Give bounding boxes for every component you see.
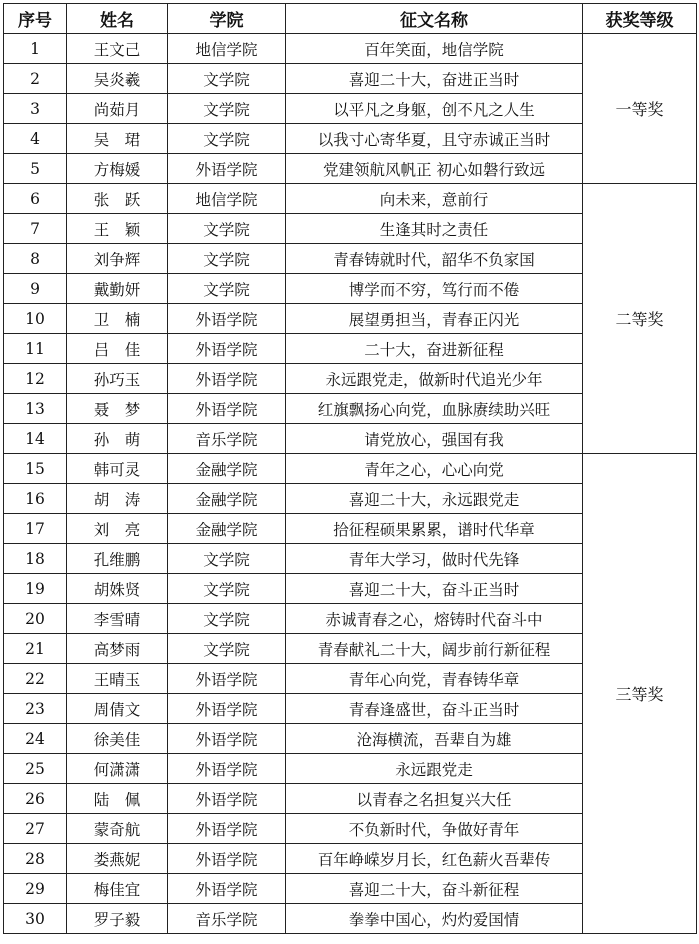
cell-college: 地信学院 <box>168 34 286 64</box>
cell-no: 19 <box>4 574 67 604</box>
cell-no: 10 <box>4 304 67 334</box>
cell-college: 文学院 <box>168 634 286 664</box>
cell-no: 1 <box>4 34 67 64</box>
cell-no: 15 <box>4 454 67 484</box>
cell-name: 娄燕妮 <box>67 844 168 874</box>
cell-name: 何潇潇 <box>67 754 168 784</box>
cell-title: 百年峥嵘岁月长，红色薪火吾辈传 <box>286 844 583 874</box>
cell-college: 金融学院 <box>168 454 286 484</box>
cell-no: 4 <box>4 124 67 154</box>
cell-college: 外语学院 <box>168 154 286 184</box>
cell-no: 22 <box>4 664 67 694</box>
cell-no: 9 <box>4 274 67 304</box>
cell-title: 赤诚青春之心，熔铸时代奋斗中 <box>286 604 583 634</box>
cell-no: 3 <box>4 94 67 124</box>
cell-name: 王 颖 <box>67 214 168 244</box>
cell-no: 7 <box>4 214 67 244</box>
cell-award: 二等奖 <box>583 184 697 454</box>
cell-college: 文学院 <box>168 244 286 274</box>
cell-title: 青春献礼二十大，阔步前行新征程 <box>286 634 583 664</box>
cell-no: 29 <box>4 874 67 904</box>
cell-name: 陆 佩 <box>67 784 168 814</box>
cell-college: 外语学院 <box>168 724 286 754</box>
cell-name: 吴 珺 <box>67 124 168 154</box>
cell-title: 喜迎二十大，奋斗正当时 <box>286 574 583 604</box>
cell-college: 文学院 <box>168 64 286 94</box>
cell-no: 30 <box>4 904 67 934</box>
cell-college: 外语学院 <box>168 334 286 364</box>
cell-title: 二十大，奋进新征程 <box>286 334 583 364</box>
cell-title: 喜迎二十大，永远跟党走 <box>286 484 583 514</box>
table-body <box>4 34 697 934</box>
cell-name: 徐美佳 <box>67 724 168 754</box>
header-name: 姓名 <box>67 4 168 34</box>
cell-award: 一等奖 <box>583 34 697 184</box>
cell-no: 6 <box>4 184 67 214</box>
cell-name: 聂 梦 <box>67 394 168 424</box>
cell-title: 永远跟党走，做新时代追光少年 <box>286 364 583 394</box>
cell-title: 拾征程硕果累累，谱时代华章 <box>286 514 583 544</box>
cell-name: 李雪晴 <box>67 604 168 634</box>
cell-college: 金融学院 <box>168 484 286 514</box>
cell-no: 17 <box>4 514 67 544</box>
cell-name: 胡姝贤 <box>67 574 168 604</box>
cell-title: 百年笑面，地信学院 <box>286 34 583 64</box>
table-row <box>4 184 697 214</box>
cell-title: 永远跟党走 <box>286 754 583 784</box>
cell-college: 外语学院 <box>168 364 286 394</box>
cell-no: 27 <box>4 814 67 844</box>
header-row <box>4 4 697 34</box>
cell-name: 孔维鹏 <box>67 544 168 574</box>
cell-name: 戴勤妍 <box>67 274 168 304</box>
header-title: 征文名称 <box>286 4 583 34</box>
cell-title: 青年心向党，青春铸华章 <box>286 664 583 694</box>
cell-no: 8 <box>4 244 67 274</box>
cell-college: 文学院 <box>168 124 286 154</box>
cell-title: 不负新时代，争做好青年 <box>286 814 583 844</box>
cell-name: 刘 亮 <box>67 514 168 544</box>
cell-title: 以平凡之身躯，创不凡之人生 <box>286 94 583 124</box>
cell-college: 文学院 <box>168 604 286 634</box>
cell-name: 吴炎羲 <box>67 64 168 94</box>
cell-no: 16 <box>4 484 67 514</box>
cell-title: 青春铸就时代，韶华不负家国 <box>286 244 583 274</box>
cell-name: 刘争辉 <box>67 244 168 274</box>
cell-no: 23 <box>4 694 67 724</box>
cell-no: 2 <box>4 64 67 94</box>
cell-no: 24 <box>4 724 67 754</box>
cell-college: 外语学院 <box>168 784 286 814</box>
cell-name: 高梦雨 <box>67 634 168 664</box>
cell-no: 25 <box>4 754 67 784</box>
cell-name: 胡 涛 <box>67 484 168 514</box>
cell-name: 张 跃 <box>67 184 168 214</box>
cell-name: 尚茹月 <box>67 94 168 124</box>
cell-college: 外语学院 <box>168 844 286 874</box>
cell-no: 12 <box>4 364 67 394</box>
cell-title: 展望勇担当，青春正闪光 <box>286 304 583 334</box>
cell-name: 韩可灵 <box>67 454 168 484</box>
cell-title: 以我寸心寄华夏，且守赤诚正当时 <box>286 124 583 154</box>
cell-name: 罗子毅 <box>67 904 168 934</box>
cell-name: 孙 萌 <box>67 424 168 454</box>
cell-title: 生逢其时之责任 <box>286 214 583 244</box>
cell-college: 文学院 <box>168 94 286 124</box>
cell-title: 博学而不穷，笃行而不倦 <box>286 274 583 304</box>
cell-title: 党建领航风帆正 初心如磐行致远 <box>286 154 583 184</box>
cell-name: 孙巧玉 <box>67 364 168 394</box>
cell-college: 外语学院 <box>168 394 286 424</box>
cell-college: 外语学院 <box>168 754 286 784</box>
cell-college: 外语学院 <box>168 814 286 844</box>
cell-no: 14 <box>4 424 67 454</box>
cell-college: 文学院 <box>168 544 286 574</box>
cell-award: 三等奖 <box>583 454 697 934</box>
cell-name: 王文己 <box>67 34 168 64</box>
cell-name: 方梅媛 <box>67 154 168 184</box>
cell-title: 青春逢盛世，奋斗正当时 <box>286 694 583 724</box>
cell-no: 26 <box>4 784 67 814</box>
cell-college: 音乐学院 <box>168 904 286 934</box>
table-row <box>4 454 697 484</box>
cell-title: 沧海横流，吾辈自为雄 <box>286 724 583 754</box>
cell-college: 外语学院 <box>168 304 286 334</box>
cell-name: 周倩文 <box>67 694 168 724</box>
cell-no: 28 <box>4 844 67 874</box>
table-row <box>4 34 697 64</box>
cell-no: 18 <box>4 544 67 574</box>
cell-title: 青年大学习，做时代先锋 <box>286 544 583 574</box>
cell-title: 青年之心，心心向党 <box>286 454 583 484</box>
cell-college: 外语学院 <box>168 664 286 694</box>
cell-college: 外语学院 <box>168 694 286 724</box>
cell-title: 以青春之名担复兴大任 <box>286 784 583 814</box>
cell-no: 21 <box>4 634 67 664</box>
cell-no: 13 <box>4 394 67 424</box>
cell-college: 文学院 <box>168 574 286 604</box>
cell-college: 金融学院 <box>168 514 286 544</box>
header-college: 学院 <box>168 4 286 34</box>
cell-college: 音乐学院 <box>168 424 286 454</box>
cell-title: 红旗飘扬心向党，血脉赓续助兴旺 <box>286 394 583 424</box>
cell-name: 卫 楠 <box>67 304 168 334</box>
cell-name: 蒙奇航 <box>67 814 168 844</box>
cell-name: 吕 佳 <box>67 334 168 364</box>
cell-college: 文学院 <box>168 274 286 304</box>
header-award: 获奖等级 <box>583 4 697 34</box>
cell-title: 请党放心，强国有我 <box>286 424 583 454</box>
cell-name: 梅佳宜 <box>67 874 168 904</box>
cell-title: 向未来，意前行 <box>286 184 583 214</box>
cell-no: 20 <box>4 604 67 634</box>
cell-title: 拳拳中国心，灼灼爱国情 <box>286 904 583 934</box>
cell-title: 喜迎二十大，奋进正当时 <box>286 64 583 94</box>
cell-college: 外语学院 <box>168 874 286 904</box>
cell-college: 文学院 <box>168 214 286 244</box>
cell-college: 地信学院 <box>168 184 286 214</box>
header-no: 序号 <box>4 4 67 34</box>
cell-name: 王晴玉 <box>67 664 168 694</box>
cell-title: 喜迎二十大，奋斗新征程 <box>286 874 583 904</box>
cell-no: 11 <box>4 334 67 364</box>
award-table <box>3 3 697 934</box>
cell-no: 5 <box>4 154 67 184</box>
